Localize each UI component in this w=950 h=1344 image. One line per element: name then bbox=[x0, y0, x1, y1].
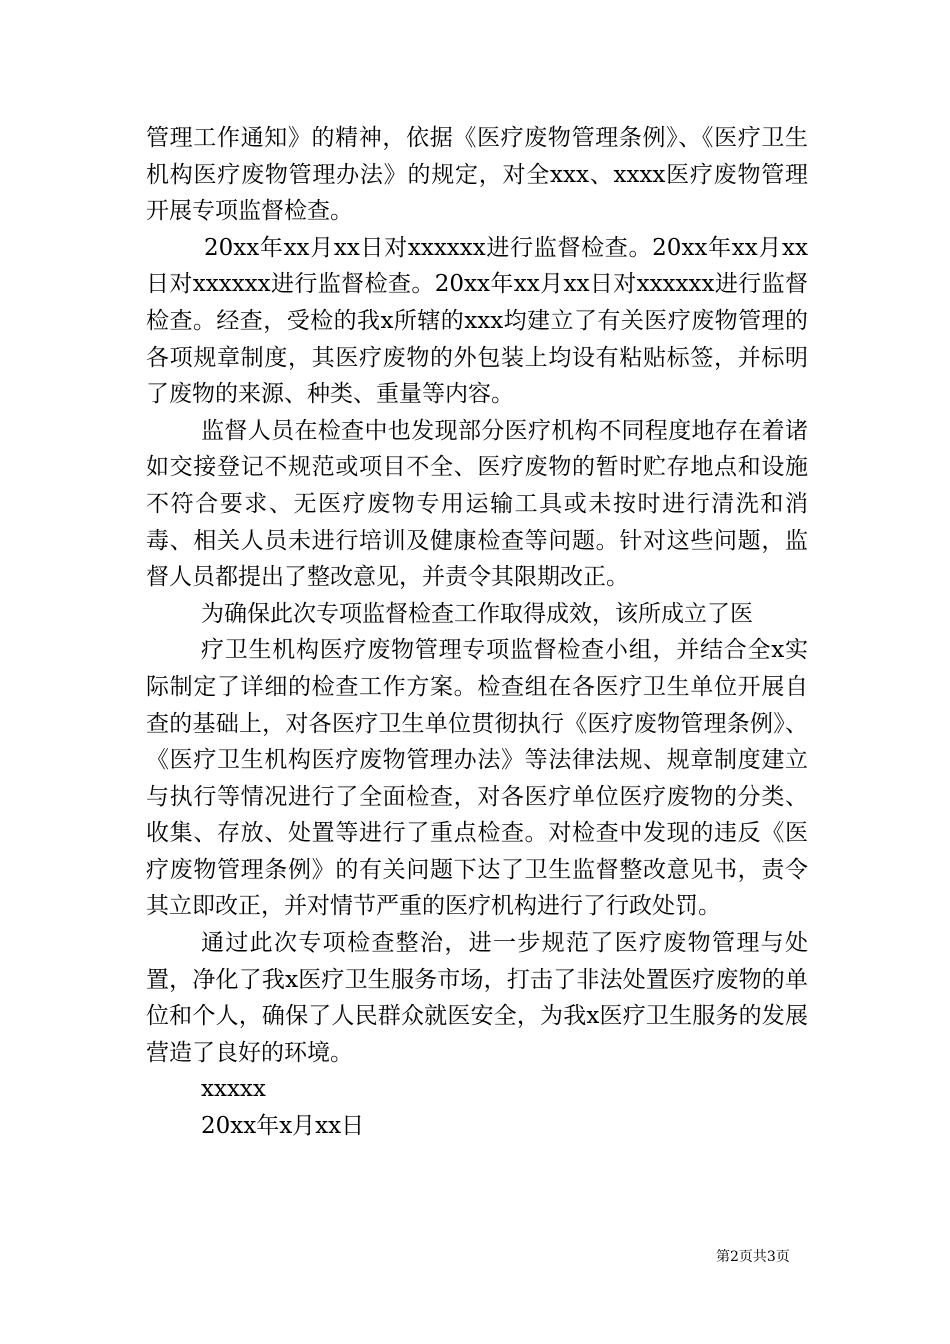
document-body bbox=[146, 120, 808, 1145]
signature: xxxxx bbox=[201, 1076, 266, 1103]
paragraph-6: 通过此次专项检查整治，进一步规范了医疗废物管理与处置，净化了我x医疗卫生服务市场，打击了非法处置医疗废物的单位和个人，确保了人民群众就医安全，为我x医疗卫生服务的发展营造了良好的环境。 bbox=[146, 930, 808, 1066]
page-number: 第2页共3页 bbox=[716, 1249, 790, 1265]
paragraph-4: 为确保此次专项监督检查工作取得成效，该所成立了医 bbox=[201, 600, 753, 627]
paragraph-3: 监督人员在检查中也发现部分医疗机构不同程度地存在着诸如交接登记不规范或项目不全、医疗废物的暂时贮存地点和设施不符合要求、无医疗废物专用运输工具或未按时进行清洗和消毒、相关人员未进行培训及健康检查等问题。针对这些问题，监督人员都提出了整改意见，并责令其限期改正。 bbox=[146, 417, 808, 591]
paragraph-2: 20xx年xx月xx日对xxxxxx进行监督检查。20xx年xx月xx日对xxxxxx进行监督检查。20xx年xx月xx日对xxxxxx进行监督检查。经查，受检的我x所辖的xxx均建立了有关医疗废物管理的各项规章制度，其医疗废物的外包装上均设有粘贴标签，并标明了废物的来源、种类、重量等内容。 bbox=[146, 234, 808, 408]
paragraph-1: 管理工作通知》的精神，依据《医疗废物管理条例》、《医疗卫生机构医疗废物管理办法》的规定，对全xxx、xxxx医疗废物管理开展专项监督检查。 bbox=[146, 125, 808, 225]
paragraph-5: 疗卫生机构医疗废物管理专项监督检查小组，并结合全x实际制定了详细的检查工作方案。检查组在各医疗卫生单位开展自查的基础上，对各医疗卫生单位贯彻执行《医疗废物管理条例》、《医疗卫生机构医疗废物管理办法》等法律法规、规章制度建立与执行等情况进行了全面检查，对各医疗单位医疗废物的分类、收集、存放、处置等进行了重点检查。对检查中发现的违反《医疗废物管理条例》的有关问题下达了卫生监督整改意见书，责令其立即改正，并对情节严重的医疗机构进行了行政处罚。 bbox=[146, 637, 808, 920]
document-date: 20xx年x月xx日 bbox=[201, 1113, 365, 1140]
